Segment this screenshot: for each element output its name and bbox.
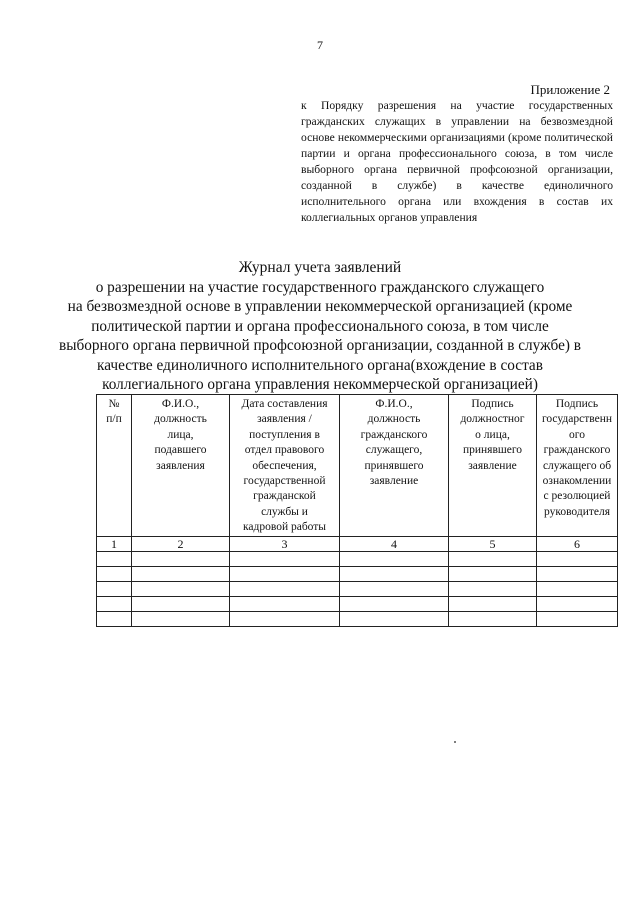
column-header-line: службы и <box>261 505 308 518</box>
table-cell <box>230 551 340 566</box>
scan-speck <box>454 741 456 743</box>
column-header-line: принявшего <box>364 459 424 472</box>
column-header-line: руководителя <box>543 505 611 518</box>
column-header <box>230 395 340 537</box>
title-line: выборного органа первичной профсоюзной организации, созданной в службе) в <box>58 337 582 354</box>
column-header-line: ознакомлении <box>542 475 612 488</box>
table-row <box>97 581 618 596</box>
column-number-row <box>97 536 618 551</box>
column-number: 5 <box>449 536 537 551</box>
column-header-line: кадровой работы <box>242 521 327 534</box>
column-header-line: подавшего <box>154 444 207 457</box>
table-cell <box>537 566 618 581</box>
column-header-line: заявления / <box>257 413 312 426</box>
table-cell <box>132 596 230 611</box>
column-header-line: Подпись <box>471 398 514 410</box>
table-row <box>97 566 618 581</box>
title-line: Журнал учета заявлений <box>238 259 402 276</box>
table-cell <box>230 611 340 626</box>
table-cell <box>132 611 230 626</box>
table-cell <box>449 566 537 581</box>
column-header-line: № <box>108 398 120 410</box>
column-header-line: обеспечения, <box>252 459 317 472</box>
column-header-line: гражданского <box>543 444 611 457</box>
table-row <box>97 596 618 611</box>
column-header-line: поступления в <box>249 428 320 441</box>
title-line: качестве единоличного исполнительного органа(вхождение в состав <box>97 356 543 374</box>
column-header-line: служащего, <box>365 444 423 457</box>
table-cell <box>340 566 449 581</box>
column-number: 2 <box>132 536 230 551</box>
column-header-line: Подпись <box>555 398 599 410</box>
column-number: 4 <box>340 536 449 551</box>
column-header-line: Ф.И.О., <box>161 398 200 410</box>
table-cell <box>340 596 449 611</box>
column-header-line: гражданской <box>253 490 316 503</box>
title-line: коллегиального органа управления некоммерческой организацией) <box>102 376 538 393</box>
table-cell <box>97 611 132 626</box>
table-cell <box>132 581 230 596</box>
table-cell <box>340 581 449 596</box>
table-cell <box>97 551 132 566</box>
journal-title <box>40 258 600 395</box>
column-header <box>449 395 537 537</box>
table-cell <box>537 611 618 626</box>
table-cell <box>537 596 618 611</box>
column-header <box>132 395 230 537</box>
table-cell <box>537 551 618 566</box>
column-header-line: лица, <box>167 428 194 441</box>
column-header-line: ого <box>569 428 585 441</box>
column-header-line: принявшего <box>462 444 523 457</box>
table-cell <box>230 581 340 596</box>
column-number: 3 <box>230 536 340 551</box>
column-header-line: государственной <box>243 475 326 488</box>
column-header <box>537 395 618 537</box>
column-header-line: служащего об <box>542 459 612 472</box>
title-line: на безвозмездной основе в управлении некоммерческой организацией (кроме <box>67 298 573 315</box>
title-line: о разрешении на участие государственного гражданского служащего <box>95 278 545 296</box>
column-header-line: Дата составления <box>241 398 328 410</box>
table-cell <box>97 596 132 611</box>
table-cell <box>230 566 340 581</box>
column-header-line: отдел правового <box>244 444 325 457</box>
column-header-line: заявления <box>156 459 205 472</box>
table-cell <box>537 581 618 596</box>
journal-table <box>96 394 618 627</box>
column-header-line: с резолюцией <box>543 490 611 503</box>
title-line: политической партии и органа профессионального союза, в том числе <box>91 317 549 335</box>
column-header <box>97 395 132 537</box>
table-cell <box>449 581 537 596</box>
appendix-text: к Порядку разрешения на участие государственных гражданских служащих в управлении на безвозмездной основе некоммерческими организациями (кроме политической партии и органа профессионального союза, в том числе выборного органа первичной профсоюзной организации, созданной в службе) в качестве единоличного исполнительного органа или вхождения в состав их коллегиальных органов управления <box>301 99 613 224</box>
table-cell <box>340 611 449 626</box>
column-header-line: Ф.И.О., <box>375 398 413 410</box>
column-header-line: должность <box>367 413 421 426</box>
column-header-line: п/п <box>106 413 122 426</box>
table-cell <box>230 596 340 611</box>
column-header-line: государственн <box>541 413 613 426</box>
table-cell <box>449 596 537 611</box>
column-number: 6 <box>537 536 618 551</box>
column-header-line: гражданского <box>360 428 428 441</box>
table-cell <box>449 611 537 626</box>
table-cell <box>97 581 132 596</box>
table-cell <box>132 551 230 566</box>
column-header-line: должностног <box>460 413 525 426</box>
table-header-row <box>97 395 618 537</box>
table-cell <box>340 551 449 566</box>
table-cell <box>449 551 537 566</box>
table-cell <box>97 566 132 581</box>
table-row <box>97 551 618 566</box>
column-header-line: о лица, <box>475 428 510 441</box>
column-header-line: заявление <box>369 475 419 488</box>
page-number: 7 <box>317 38 323 52</box>
table-cell <box>132 566 230 581</box>
table-row <box>97 611 618 626</box>
column-header-line: должность <box>154 413 207 426</box>
appendix-label: Приложение 2 <box>530 82 610 97</box>
column-number: 1 <box>97 536 132 551</box>
column-header <box>340 395 449 537</box>
column-header-line: заявление <box>468 459 517 472</box>
